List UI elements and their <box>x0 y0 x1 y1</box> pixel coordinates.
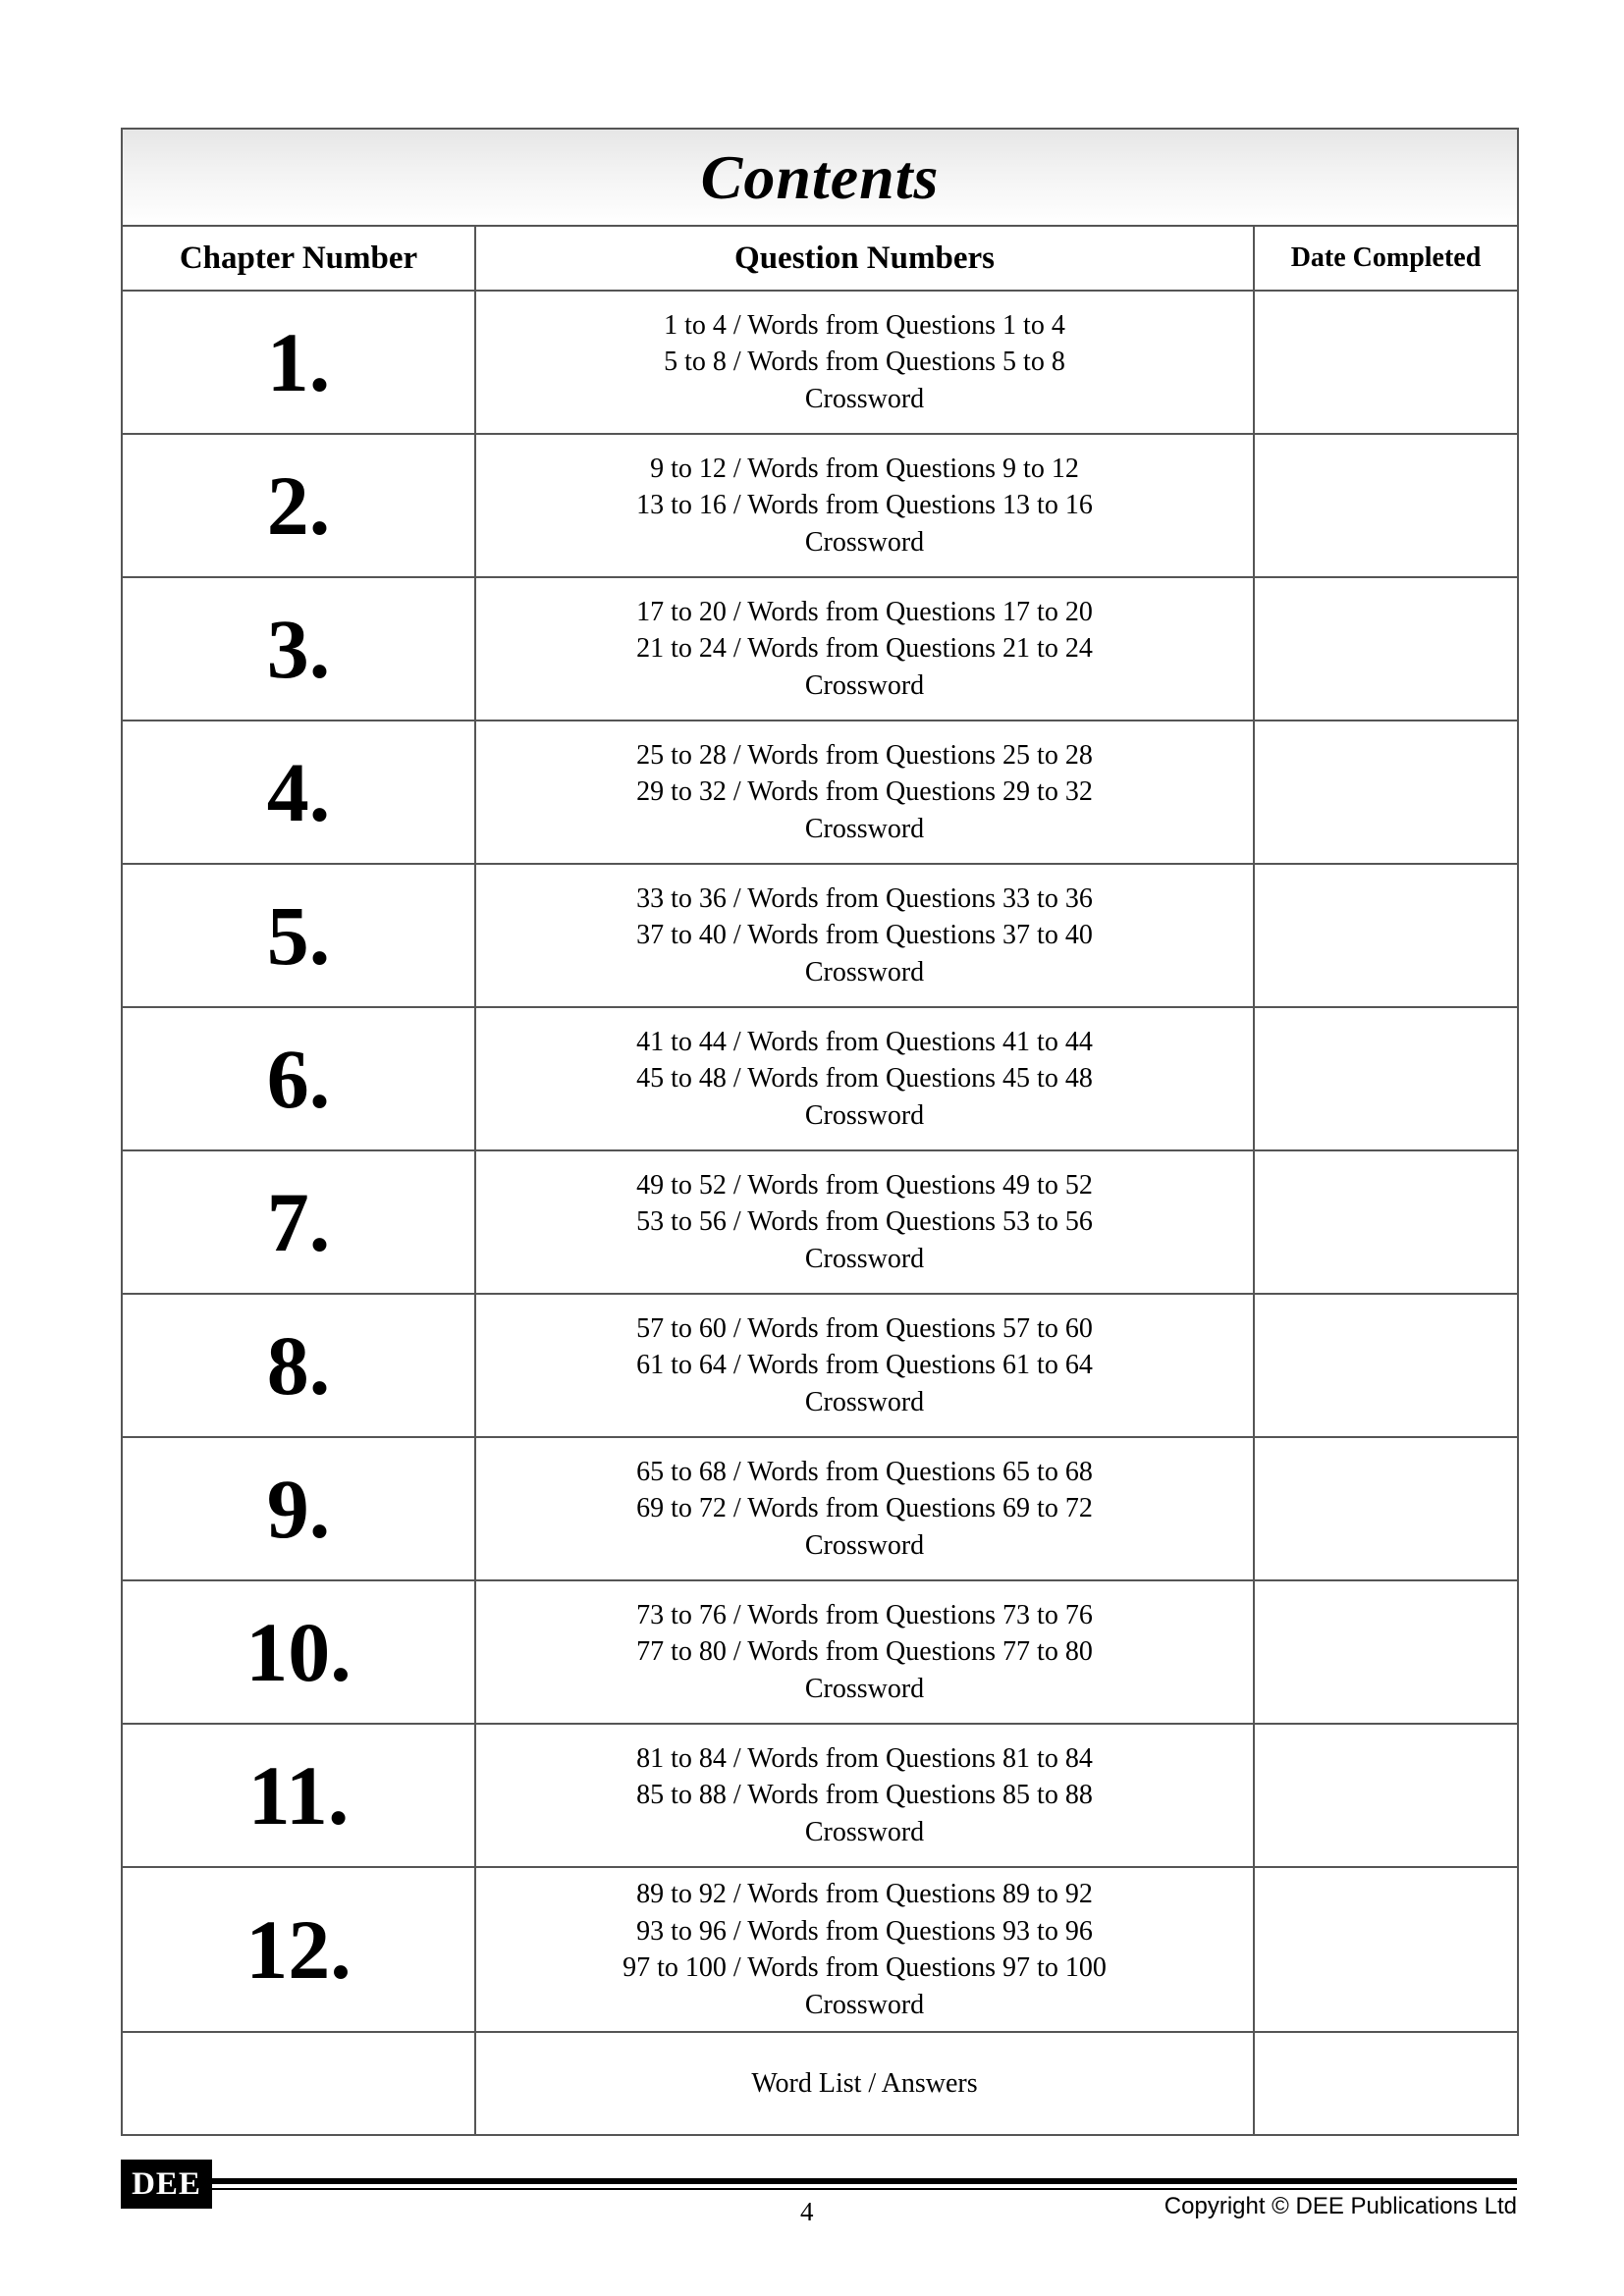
question-line: 81 to 84 / Words from Questions 81 to 84 <box>636 1742 1093 1774</box>
word-list-row <box>122 2032 1518 2135</box>
contents-table <box>121 128 1519 2136</box>
date-completed-cell[interactable] <box>1254 577 1518 721</box>
header-question-numbers: Question Numbers <box>475 226 1254 291</box>
publisher-logo: DEE <box>121 2160 212 2209</box>
question-line: 25 to 28 / Words from Questions 25 to 28 <box>636 739 1093 771</box>
chapter-number: 4. <box>122 721 475 864</box>
date-completed-cell[interactable] <box>1254 721 1518 864</box>
date-completed-cell[interactable] <box>1254 864 1518 1007</box>
question-numbers-cell <box>475 1150 1254 1294</box>
date-completed-cell[interactable] <box>1254 1007 1518 1150</box>
chapter-number: 9. <box>122 1437 475 1580</box>
date-completed-cell[interactable] <box>1254 291 1518 434</box>
question-line: 57 to 60 / Words from Questions 57 to 60 <box>636 1312 1093 1344</box>
question-numbers-cell <box>475 291 1254 434</box>
chapter-rows <box>122 291 1518 2032</box>
question-line: 1 to 4 / Words from Questions 1 to 4 <box>664 309 1065 341</box>
question-line: 17 to 20 / Words from Questions 17 to 20 <box>636 596 1093 627</box>
page-number: 4 <box>800 2197 814 2226</box>
header-chapter-number: Chapter Number <box>122 226 475 291</box>
word-list-date-cell <box>1254 2032 1518 2135</box>
question-line: Crossword <box>804 1816 925 1847</box>
question-line: 37 to 40 / Words from Questions 37 to 40 <box>636 920 1093 951</box>
question-line: 89 to 92 / Words from Questions 89 to 92 <box>636 1879 1093 1909</box>
chapter-number: 1. <box>122 291 475 434</box>
chapter-number: 3. <box>122 577 475 721</box>
header-date-completed: Date Completed <box>1254 226 1518 291</box>
question-line: 85 to 88 / Words from Questions 85 to 88 <box>636 1780 1093 1811</box>
question-numbers-cell <box>475 864 1254 1007</box>
question-line: Crossword <box>804 383 925 414</box>
question-line: Crossword <box>804 1386 925 1417</box>
chapter-row <box>122 1437 1518 1580</box>
chapter-number: 5. <box>122 864 475 1007</box>
question-numbers-cell <box>475 1867 1254 2032</box>
chapter-row <box>122 721 1518 864</box>
chapter-number: 2. <box>122 434 475 577</box>
question-numbers-cell <box>475 1007 1254 1150</box>
chapter-row <box>122 1867 1518 2032</box>
chapter-number: 11. <box>122 1724 475 1867</box>
question-line: 9 to 12 / Words from Questions 9 to 12 <box>650 453 1079 484</box>
question-line: 61 to 64 / Words from Questions 61 to 64 <box>636 1350 1093 1381</box>
chapter-row <box>122 434 1518 577</box>
copyright-notice: Copyright © DEE Publications Ltd <box>1164 2193 1517 2219</box>
chapter-row <box>122 864 1518 1007</box>
date-completed-cell[interactable] <box>1254 1867 1518 2032</box>
chapter-number: 8. <box>122 1294 475 1437</box>
chapter-row <box>122 1150 1518 1294</box>
question-line: 45 to 48 / Words from Questions 45 to 48 <box>636 1063 1093 1095</box>
question-line: 49 to 52 / Words from Questions 49 to 52 <box>636 1169 1093 1201</box>
question-line: Crossword <box>804 526 925 558</box>
question-numbers-cell <box>475 721 1254 864</box>
chapter-row <box>122 1007 1518 1150</box>
question-line: 77 to 80 / Words from Questions 77 to 80 <box>636 1636 1093 1668</box>
question-numbers-cell <box>475 1437 1254 1580</box>
question-numbers-cell <box>475 434 1254 577</box>
chapter-number: 10. <box>122 1580 475 1724</box>
date-completed-cell[interactable] <box>1254 1724 1518 1867</box>
question-numbers-cell <box>475 1294 1254 1437</box>
question-line: Crossword <box>804 1989 925 2020</box>
date-completed-cell[interactable] <box>1254 1294 1518 1437</box>
question-line: 21 to 24 / Words from Questions 21 to 24 <box>636 633 1093 665</box>
date-completed-cell[interactable] <box>1254 434 1518 577</box>
date-completed-cell[interactable] <box>1254 1150 1518 1294</box>
question-line: 69 to 72 / Words from Questions 69 to 72 <box>636 1493 1093 1524</box>
contents-title: Contents <box>700 141 940 212</box>
question-line: Crossword <box>804 1099 925 1131</box>
chapter-number: 6. <box>122 1007 475 1150</box>
chapter-row <box>122 291 1518 434</box>
date-completed-cell[interactable] <box>1254 1437 1518 1580</box>
question-line: 65 to 68 / Words from Questions 65 to 68 <box>636 1456 1093 1487</box>
footer-rule-thin <box>212 2188 1517 2190</box>
question-numbers-cell <box>475 577 1254 721</box>
question-line: 33 to 36 / Words from Questions 33 to 36 <box>636 882 1093 914</box>
date-completed-cell[interactable] <box>1254 1580 1518 1724</box>
question-line: 93 to 96 / Words from Questions 93 to 96 <box>636 1915 1093 1947</box>
footer-rule-thick <box>212 2178 1517 2184</box>
question-line: 29 to 32 / Words from Questions 29 to 32 <box>636 776 1093 808</box>
question-line: Crossword <box>804 1529 925 1561</box>
word-list-chapter-cell <box>122 2032 475 2135</box>
question-line: 73 to 76 / Words from Questions 73 to 76 <box>636 1599 1093 1630</box>
question-line: 41 to 44 / Words from Questions 41 to 44 <box>636 1026 1093 1057</box>
chapter-row <box>122 1580 1518 1724</box>
question-line: 13 to 16 / Words from Questions 13 to 16 <box>636 490 1093 521</box>
contents-title-cell <box>122 129 1518 226</box>
question-line: 97 to 100 / Words from Questions 97 to 100 <box>623 1952 1107 1983</box>
question-line: 53 to 56 / Words from Questions 53 to 56 <box>636 1206 1093 1238</box>
question-line: 5 to 8 / Words from Questions 5 to 8 <box>664 347 1065 378</box>
word-list-answers-label: Word List / Answers <box>475 2032 1254 2135</box>
question-line: Crossword <box>804 813 925 844</box>
chapter-row <box>122 1724 1518 1867</box>
question-numbers-cell <box>475 1580 1254 1724</box>
chapter-number: 7. <box>122 1150 475 1294</box>
question-line: Crossword <box>804 956 925 988</box>
chapter-row <box>122 577 1518 721</box>
question-line: Crossword <box>804 1673 925 1704</box>
chapter-number: 12. <box>122 1867 475 2032</box>
question-numbers-cell <box>475 1724 1254 1867</box>
chapter-row <box>122 1294 1518 1437</box>
question-line: Crossword <box>804 1243 925 1274</box>
question-line: Crossword <box>804 669 925 701</box>
